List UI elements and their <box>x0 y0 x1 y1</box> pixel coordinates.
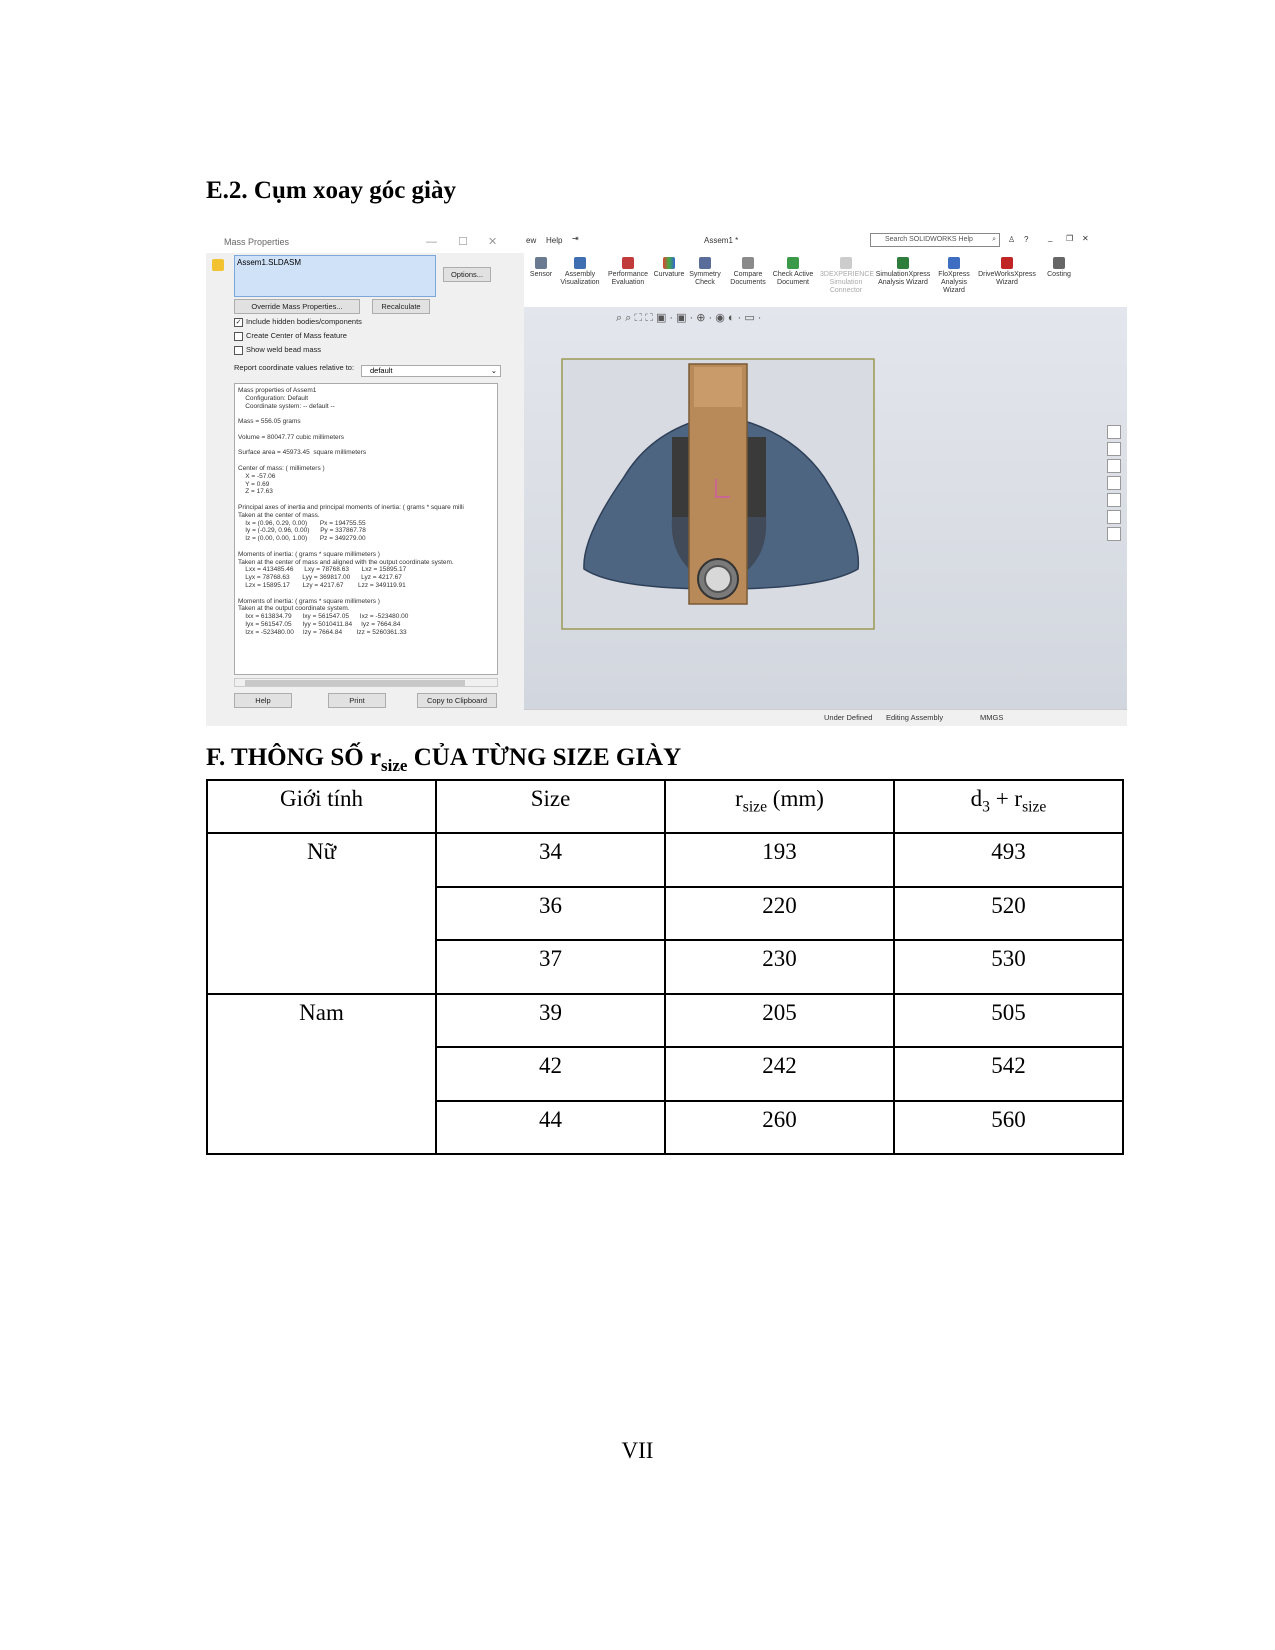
selected-item: Assem1.SLDASM <box>237 258 302 267</box>
header-rsize: $r_{size}$ (mm) <box>665 780 894 833</box>
status-mode: Editing Assembly <box>886 713 944 722</box>
coord-system-select[interactable]: default ⌄ <box>361 365 501 377</box>
sum-cell: 493 <box>894 833 1123 886</box>
render-icon[interactable] <box>1107 527 1121 541</box>
rsize-cell: 193 <box>665 833 894 886</box>
ribbon-costing[interactable]: Costing <box>1042 257 1076 279</box>
checkbox-weld-bead[interactable]: Show weld bead mass <box>234 345 321 355</box>
menu-view[interactable]: ew <box>526 236 537 245</box>
table-header-row <box>207 780 1123 833</box>
page-number: VII <box>621 1438 654 1463</box>
rsize-cell: 260 <box>665 1101 894 1154</box>
section-view-icon[interactable] <box>1107 459 1121 473</box>
ribbon-assembly-visualization[interactable]: Assembly Visualization <box>558 257 602 287</box>
sum-cell: 542 <box>894 1047 1123 1100</box>
rsize-table <box>206 779 1124 1155</box>
ribbon-floxpress[interactable]: FloXpress Analysis Wizard <box>934 257 974 295</box>
simulation-connector-icon <box>840 257 852 269</box>
user-icon[interactable]: ♙ <box>1008 235 1016 244</box>
options-button[interactable]: Options... <box>443 267 491 282</box>
rsize-cell: 205 <box>665 994 894 1047</box>
costing-icon <box>1053 257 1065 269</box>
assembly-model-view <box>524 307 1127 709</box>
checkbox-include-hidden[interactable]: ✓ Include hidden bodies/components <box>235 317 362 326</box>
size-cell: 39 <box>436 994 665 1047</box>
maximize-icon[interactable]: ☐ <box>458 236 468 248</box>
display-pane-icon[interactable] <box>1107 510 1121 524</box>
minimize-icon[interactable]: — <box>426 236 437 248</box>
table-row <box>207 833 1123 886</box>
minimize-icon[interactable]: _ <box>1048 233 1053 242</box>
sum-cell: 520 <box>894 887 1123 940</box>
section-heading-e2: E.2. Cụm xoay góc giày <box>206 177 456 204</box>
dialog-title: Mass Properties <box>224 237 290 247</box>
performance-icon <box>622 257 634 269</box>
checkbox-center-of-mass[interactable]: Create Center of Mass feature <box>234 331 347 341</box>
dialog-title-bar <box>206 231 524 253</box>
ribbon-check-active-document[interactable]: Check Active Document <box>770 257 816 287</box>
ribbon-sensor[interactable]: Sensor <box>526 257 556 279</box>
rsize-cell: 230 <box>665 940 894 993</box>
size-cell: 36 <box>436 887 665 940</box>
mass-report-text: Mass properties of Assem1 Configuration: Default Coordinate system: -- default -- Mass = 556.05 grams Volume = 80047.77 cubic millimeters Surface area = 45973.45 square millimeters Center of mass: ( millimeters ) X = -57.06 Y = 0.69 Z = 17.63 Principal axes of inertia and principal moments of inertia: ( grams * square milli Taken at the center of mass. Ix = (0.96, 0.29, 0.00) Px = 194755.55 Iy = (-0.29, 0.96, 0.00) Py = 337867.78 Iz = (0.00, 0.00, 1.00) Pz = 349279.00 Moments of inertia: ( grams * square millimeters ) Taken at the center of mass and aligned with the output coordinate system. Lxx = 413485.46 Lxy = 78768.63 Lxz = 15895.17 Lyx = 78768.63 Lyy = 369817.00 Lyz = 4217.67 Lzx = 15895.17 Lzy = 4217.67 Lzz = 349119.91 Moments of inertia: ( grams * square millimeters ) Taken at the output coordinate system. Ixx = 613834.79 Ixy = 561547.05 Ixz = -523480.00 Iyx = 561547.05 Iyy = 5010411.84 Iyz = 7664.84 Izx = -523480.00 Izy = 7664.84 Izz = 5260361.33 <box>234 383 498 675</box>
help-button[interactable]: Help <box>234 693 292 708</box>
horizontal-scrollbar[interactable] <box>234 678 498 687</box>
sensor-icon <box>535 257 547 269</box>
document-title: Assem1 * <box>704 236 739 245</box>
size-cell: 42 <box>436 1047 665 1100</box>
pin-icon[interactable]: ⇥ <box>572 234 579 243</box>
gender-female: Nữ <box>207 833 436 993</box>
rsize-cell: 220 <box>665 887 894 940</box>
compare-icon <box>742 257 754 269</box>
appearance-icon[interactable] <box>1107 476 1121 490</box>
symmetry-icon <box>699 257 711 269</box>
help-icon[interactable]: ? <box>1024 235 1029 244</box>
header-gender: Giới tính <box>207 780 436 833</box>
mass-properties-dialog <box>206 231 525 726</box>
ribbon-3dexperience[interactable]: 3DEXPERIENCE Simulation Connector <box>820 257 872 295</box>
ribbon-symmetry-check[interactable]: Symmetry Check <box>688 257 722 287</box>
chevron-down-icon: ⌄ <box>490 366 497 375</box>
search-icon: ⌕ <box>992 236 996 243</box>
home-view-icon[interactable] <box>1107 425 1121 439</box>
solidworks-window <box>524 231 1127 726</box>
scene-icon[interactable] <box>1107 493 1121 507</box>
menu-help[interactable]: Help <box>546 236 563 245</box>
header-size: Size <box>436 780 665 833</box>
floxpress-icon <box>948 257 960 269</box>
status-defined: Under Defined <box>824 713 873 722</box>
search-help-input[interactable]: Search SOLIDWORKS Help ⌕ <box>870 233 1000 247</box>
sum-cell: 560 <box>894 1101 1123 1154</box>
selection-list[interactable] <box>234 255 436 297</box>
coord-label: Report coordinate values relative to: <box>234 363 355 372</box>
ribbon <box>524 251 1127 308</box>
graphics-viewport[interactable] <box>524 307 1127 709</box>
ribbon-curvature[interactable]: Curvature <box>652 257 686 279</box>
assembly-visualization-icon <box>574 257 586 269</box>
header-d3-rsize: $d_3 + r_{size}$ <box>894 780 1123 833</box>
status-bar <box>524 709 1127 726</box>
selection-icon <box>212 259 224 271</box>
size-cell: 44 <box>436 1101 665 1154</box>
pivot-hole <box>705 566 731 592</box>
view-orientation-icon[interactable] <box>1107 442 1121 456</box>
gender-male: Nam <box>207 994 436 1154</box>
section-heading-f: F. THÔNG SỐ $r_{size}$ CỦA TỪNG SIZE GIÀY <box>206 744 682 775</box>
check-icon <box>787 257 799 269</box>
curvature-icon <box>663 257 675 269</box>
ribbon-driveworksxpress[interactable]: DriveWorksXpress Wizard <box>976 257 1038 287</box>
close-icon[interactable]: ✕ <box>488 236 498 248</box>
sw-title-bar <box>524 231 1127 251</box>
simulationxpress-icon <box>897 257 909 269</box>
ribbon-performance-evaluation[interactable]: Performance Evaluation <box>606 257 650 287</box>
svg-text:⌕ ⌕ ⛶ ⛶ ▣ · ▣ · ⊕ · ◉ ◐ · ▭ ·: ⌕ ⌕ ⛶ ⛶ ▣ · ▣ · ⊕ · ◉ ◐ · ▭ · <box>616 312 762 324</box>
size-cell: 34 <box>436 833 665 886</box>
recalculate-button[interactable]: Recalculate <box>372 299 430 314</box>
ribbon-simulationxpress[interactable]: SimulationXpress Analysis Wizard <box>874 257 932 287</box>
override-mass-button[interactable]: Override Mass Properties... <box>234 299 360 314</box>
driveworks-icon <box>1001 257 1013 269</box>
close-icon[interactable]: ✕ <box>1082 234 1089 243</box>
rsize-cell: 242 <box>665 1047 894 1100</box>
sum-cell: 505 <box>894 994 1123 1047</box>
ribbon-compare-documents[interactable]: Compare Documents <box>728 257 768 287</box>
sum-cell: 530 <box>894 940 1123 993</box>
software-screenshot <box>206 231 1127 726</box>
view-side-toolbar <box>1107 425 1123 544</box>
size-cell: 37 <box>436 940 665 993</box>
copy-clipboard-button[interactable]: Copy to Clipboard <box>417 693 497 708</box>
print-button[interactable]: Print <box>328 693 386 708</box>
table-row <box>207 994 1123 1047</box>
status-units[interactable]: MMGS <box>980 713 1004 722</box>
restore-icon[interactable]: ❐ <box>1066 234 1074 243</box>
arm-top-highlight <box>694 367 742 407</box>
